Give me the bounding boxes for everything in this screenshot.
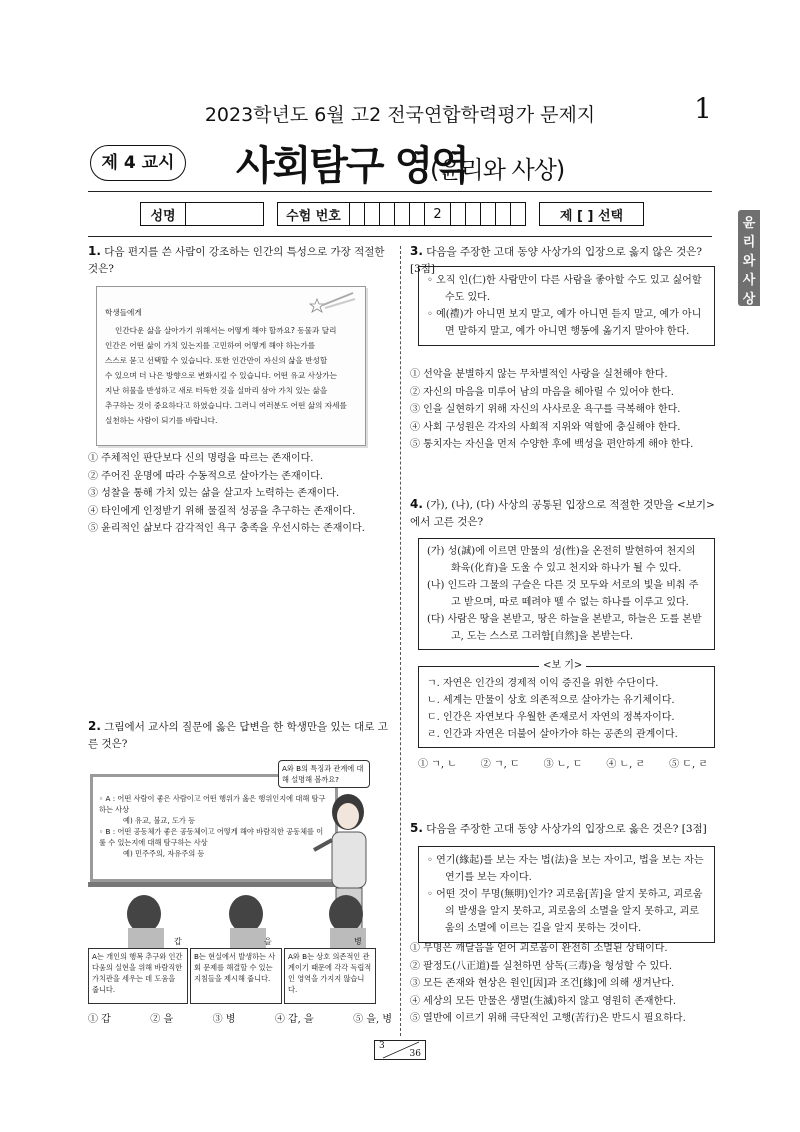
teacher-speech-bubble: A와 B의 특징과 관계에 대해 설명해 볼까요? bbox=[278, 760, 370, 788]
side-tab-char: 상 bbox=[742, 292, 756, 307]
option[interactable]: ③ ㄴ, ㄷ bbox=[543, 759, 583, 770]
q3-options bbox=[410, 366, 693, 454]
board-tray bbox=[88, 882, 340, 887]
letter-line: 실천하는 사람이 되기를 바랍니다. bbox=[105, 416, 218, 425]
option[interactable]: ⑤ 통치자는 자신을 먼저 수양한 후에 백성을 편안하게 해야 한다. bbox=[410, 439, 694, 450]
side-tab-char: 리 bbox=[742, 235, 756, 250]
letter-line: 스스로 묻고 선택할 수 있습니다. 또한 인간만이 자신의 삶을 반성할 bbox=[105, 356, 328, 365]
current-page: 3 bbox=[379, 1041, 385, 1051]
spacer bbox=[264, 202, 278, 226]
letter-line: 수 있으며 더 나은 방향으로 변화시킬 수 있습니다. 어떤 유교 사상가는 bbox=[105, 371, 337, 380]
option[interactable]: ① 갑 bbox=[88, 1014, 111, 1025]
option[interactable]: ④ 사회 구성원은 각자의 사회적 지위와 역할에 충실해야 한다. bbox=[410, 421, 681, 433]
option[interactable]: ④ 타인에게 인정받기 위해 물질적 성공을 추구하는 존재이다. bbox=[88, 505, 356, 517]
exam-digit-fixed: 2 bbox=[425, 202, 451, 226]
question-stem: (가), (나), (다) 사상의 공통된 입장으로 적절한 것만을 <보기>에서 고른 것은? bbox=[410, 499, 715, 528]
page-number: 1 bbox=[694, 92, 712, 125]
question-stem: 다음을 주장한 고대 동양 사상가의 입장으로 옳은 것은? [3점] bbox=[426, 823, 707, 835]
passage-line: (나) 인드라 그물의 구슬은 다른 것 모두와 서로의 빛을 비춰 주고 받으며, 따로 떼려야 뗄 수 없는 하나를 이루고 있다. bbox=[427, 580, 699, 608]
letter-greeting: 학생들에게 bbox=[105, 308, 142, 317]
subject-subtitle: (윤리와 사상) bbox=[430, 156, 565, 184]
option[interactable]: ② 을 bbox=[150, 1014, 174, 1025]
question-stem: 다음을 주장한 고대 동양 사상가의 입장으로 옳지 않은 것은? [3점] bbox=[410, 246, 703, 275]
bogi-item: ㄴ. 세계는 만물이 상호 의존적으로 살아가는 유기체이다. bbox=[427, 695, 675, 706]
q5-passage-box bbox=[418, 846, 715, 943]
option[interactable]: ① ㄱ, ㄴ bbox=[418, 759, 457, 770]
question-1 bbox=[88, 243, 392, 278]
question-number: 4. bbox=[410, 497, 423, 511]
student-speech: A와 B는 상호 의존적인 관계이기 때문에 각각 독립적인 영역을 가지지 않습니다. bbox=[284, 948, 376, 1004]
exam-digit-box[interactable] bbox=[451, 202, 466, 226]
option[interactable]: ③ 병 bbox=[212, 1014, 236, 1025]
side-tab-char: 윤 bbox=[742, 216, 756, 231]
column-divider bbox=[400, 246, 401, 1036]
exam-digit-box[interactable] bbox=[481, 202, 496, 226]
option[interactable]: ⑤ 을, 병 bbox=[353, 1014, 392, 1025]
side-tab-char: 와 bbox=[742, 254, 756, 269]
passage-line: ◦ 오직 인(仁)한 사람만이 다른 사람을 좋아할 수도 있고 싫어할 수도 있다. bbox=[427, 275, 702, 303]
board-line-a: ◦ A : 어떤 사람이 좋은 사람이고 어떤 행위가 옳은 행위인지에 대해 탐구하는 사상 bbox=[99, 794, 326, 814]
option[interactable]: ① 주체적인 판단보다 신의 명령을 따르는 존재이다. bbox=[88, 453, 314, 464]
letter-box bbox=[96, 286, 366, 446]
total-pages: 36 bbox=[409, 1049, 421, 1059]
bogi-title: <보 기> bbox=[539, 658, 586, 674]
exam-digit-box[interactable] bbox=[410, 202, 425, 226]
q1-options bbox=[88, 450, 365, 538]
letter-line: 추구하는 것이 중요하다고 하였습니다. 그러니 여러분도 어떤 삶의 자세를 bbox=[105, 401, 347, 410]
side-tab-char: 사 bbox=[742, 273, 756, 288]
board-example-a: 예) 유교, 불교, 도가 등 bbox=[123, 816, 196, 825]
page-counter bbox=[374, 1040, 426, 1060]
exam-digit-box[interactable] bbox=[380, 202, 395, 226]
q4-options bbox=[418, 756, 708, 774]
option[interactable]: ③ 모든 존재와 현상은 원인[因]과 조건[緣]에 의해 생겨난다. bbox=[410, 978, 675, 989]
board-line-b: ◦ B : 어떤 공동체가 좋은 공동체이고 어떻게 해야 바람직한 공동체를 이룰 수 있는지에 대해 탐구하는 사상 bbox=[99, 827, 324, 847]
question-4 bbox=[410, 496, 715, 531]
question-number: 1. bbox=[88, 244, 101, 258]
q4-passage-box bbox=[418, 538, 715, 650]
name-label: 성명 bbox=[140, 202, 186, 226]
option[interactable]: ① 선악을 분별하지 않는 무차별적인 사랑을 실천해야 한다. bbox=[410, 369, 668, 380]
student-speech: A는 개인의 행복 추구와 인간다움의 실현을 위해 바람직한 가치관을 세우는 데 도움을 줍니다. bbox=[88, 948, 188, 1004]
passage-line: ◦ 어떤 것이 무명(無明)인가? 괴로움[苦]을 알지 못하고, 괴로움의 발생을 알지 못하고, 괴로움의 소멸을 알지 못하고, 괴로움의 소멸에 이르는 길을 알지 못하는 것이다. bbox=[427, 889, 703, 934]
option[interactable]: ① 무명은 깨달음을 얻어 괴로움이 완전히 소멸된 상태이다. bbox=[410, 943, 668, 954]
name-field[interactable] bbox=[186, 202, 264, 226]
bogi-item: ㄱ. 자연은 인간의 경제적 이익 증진을 위한 수단이다. bbox=[427, 678, 659, 689]
q3-passage-box bbox=[418, 266, 715, 346]
top-rule bbox=[88, 236, 712, 237]
q2-options bbox=[88, 1011, 392, 1029]
exam-digit-box[interactable] bbox=[466, 202, 481, 226]
option[interactable]: ⑤ 윤리적인 삶보다 감각적인 욕구 충족을 우선시하는 존재이다. bbox=[88, 523, 365, 534]
star-decoration-icon bbox=[307, 291, 357, 315]
q5-options bbox=[410, 940, 686, 1028]
passage-line: (가) 성(誠)에 이르면 만물의 성(性)을 온전히 발현하여 천지의 화육(化育)을 도울 수 있고 천지와 하나가 될 수 있다. bbox=[427, 546, 696, 574]
letter-line: 지난 허물을 반성하고 새로 터득한 것을 실마리 삼아 가치 있는 삶을 bbox=[105, 386, 328, 395]
option[interactable]: ② 자신의 마음을 미루어 남의 마음을 헤아릴 수 있어야 한다. bbox=[410, 386, 674, 398]
option[interactable]: ③ 성찰을 통해 가치 있는 삶을 살고자 노력하는 존재이다. bbox=[88, 488, 340, 499]
question-stem: 다음 편지를 쓴 사람이 강조하는 인간의 특성으로 가장 적절한 것은? bbox=[88, 246, 385, 275]
session-badge: 제 4 교시 bbox=[90, 145, 186, 181]
student-label: 갑 bbox=[174, 937, 182, 946]
bogi-item: ㄷ. 인간은 자연보다 우월한 존재로서 자연의 정복자이다. bbox=[427, 712, 675, 723]
question-2 bbox=[88, 718, 392, 753]
question-number: 2. bbox=[88, 719, 101, 733]
exam-digit-box[interactable] bbox=[511, 202, 526, 226]
option[interactable]: ② 팔정도(八正道)를 실천하면 삼독(三毒)을 형성할 수 있다. bbox=[410, 960, 673, 972]
board-example-b: 예) 민주주의, 자유주의 등 bbox=[123, 849, 205, 858]
student-label: 을 bbox=[264, 937, 272, 946]
option[interactable]: ③ 인을 실현하기 위해 자신의 사사로운 욕구를 극복해야 한다. bbox=[410, 404, 681, 415]
passage-line: ◦ 예(禮)가 아니면 보지 말고, 예가 아니면 듣지 말고, 예가 아니면 말하지 말고, 예가 아니면 행동에 옮기지 말아야 한다. bbox=[427, 309, 702, 337]
exam-digit-box[interactable] bbox=[350, 202, 365, 226]
option[interactable]: ④ 세상의 모든 만물은 생멸(生滅)하지 않고 영원히 존재한다. bbox=[410, 995, 677, 1007]
student-label: 병 bbox=[354, 937, 362, 946]
passage-line: (다) 사람은 땅을 본받고, 땅은 하늘을 본받고, 하늘은 도를 본받고, 도는 스스로 그러함[自然]을 본받는다. bbox=[427, 614, 702, 642]
option[interactable]: ④ 갑, 을 bbox=[274, 1014, 314, 1025]
blackboard bbox=[90, 774, 338, 882]
option[interactable]: ② ㄱ, ㄷ bbox=[480, 759, 520, 770]
spacer bbox=[526, 202, 540, 226]
header-rule bbox=[88, 191, 712, 192]
bogi-box bbox=[418, 660, 715, 748]
select-label[interactable]: 제 [ ] 선택 bbox=[540, 202, 644, 226]
exam-digit-box[interactable] bbox=[395, 202, 410, 226]
students-figures-icon bbox=[118, 892, 388, 948]
option[interactable]: ⑤ 열반에 이르기 위해 극단적인 고행(苦行)은 반드시 필요하다. bbox=[410, 1013, 686, 1024]
subject-side-tab bbox=[738, 210, 760, 306]
question-number: 3. bbox=[410, 244, 423, 258]
classroom-illustration bbox=[88, 760, 392, 1010]
student-speech: B는 현실에서 발생하는 사회 문제를 해결할 수 있는 지침들을 제시해 줍니다. bbox=[190, 948, 282, 1004]
info-bar bbox=[140, 202, 668, 226]
bogi-item: ㄹ. 인간과 자연은 더불어 살아가야 하는 공존의 관계이다. bbox=[427, 729, 678, 740]
question-number: 5. bbox=[410, 821, 423, 835]
option[interactable]: ② 주어진 운명에 따라 수동적으로 살아가는 존재이다. bbox=[88, 470, 324, 482]
letter-line: 인간다운 삶을 살아가기 위해서는 어떻게 해야 할까요? 동물과 달리 bbox=[115, 326, 337, 335]
letter-line: 인간은 어떤 삶이 가치 있는지를 고민하여 어떻게 해야 하는가를 bbox=[105, 341, 316, 350]
subject-title: 사회탐구 영역 bbox=[236, 143, 468, 189]
option[interactable]: ④ ㄴ, ㄹ bbox=[606, 759, 646, 770]
exam-digit-box[interactable] bbox=[496, 202, 511, 226]
exam-title: 2023학년도 6월 고2 전국연합학력평가 문제지 bbox=[204, 104, 596, 126]
option[interactable]: ⑤ ㄷ, ㄹ bbox=[669, 759, 708, 770]
exam-number-label: 수험 번호 bbox=[278, 202, 350, 226]
passage-line: ◦ 연기(緣起)를 보는 자는 법(法)을 보는 자이고, 법을 보는 자는 연기를 보는 자이다. bbox=[427, 855, 704, 883]
question-stem: 그림에서 교사의 질문에 옳은 답변을 한 학생만을 있는 대로 고른 것은? bbox=[88, 721, 388, 750]
exam-digit-box[interactable] bbox=[365, 202, 380, 226]
question-5 bbox=[410, 820, 715, 838]
